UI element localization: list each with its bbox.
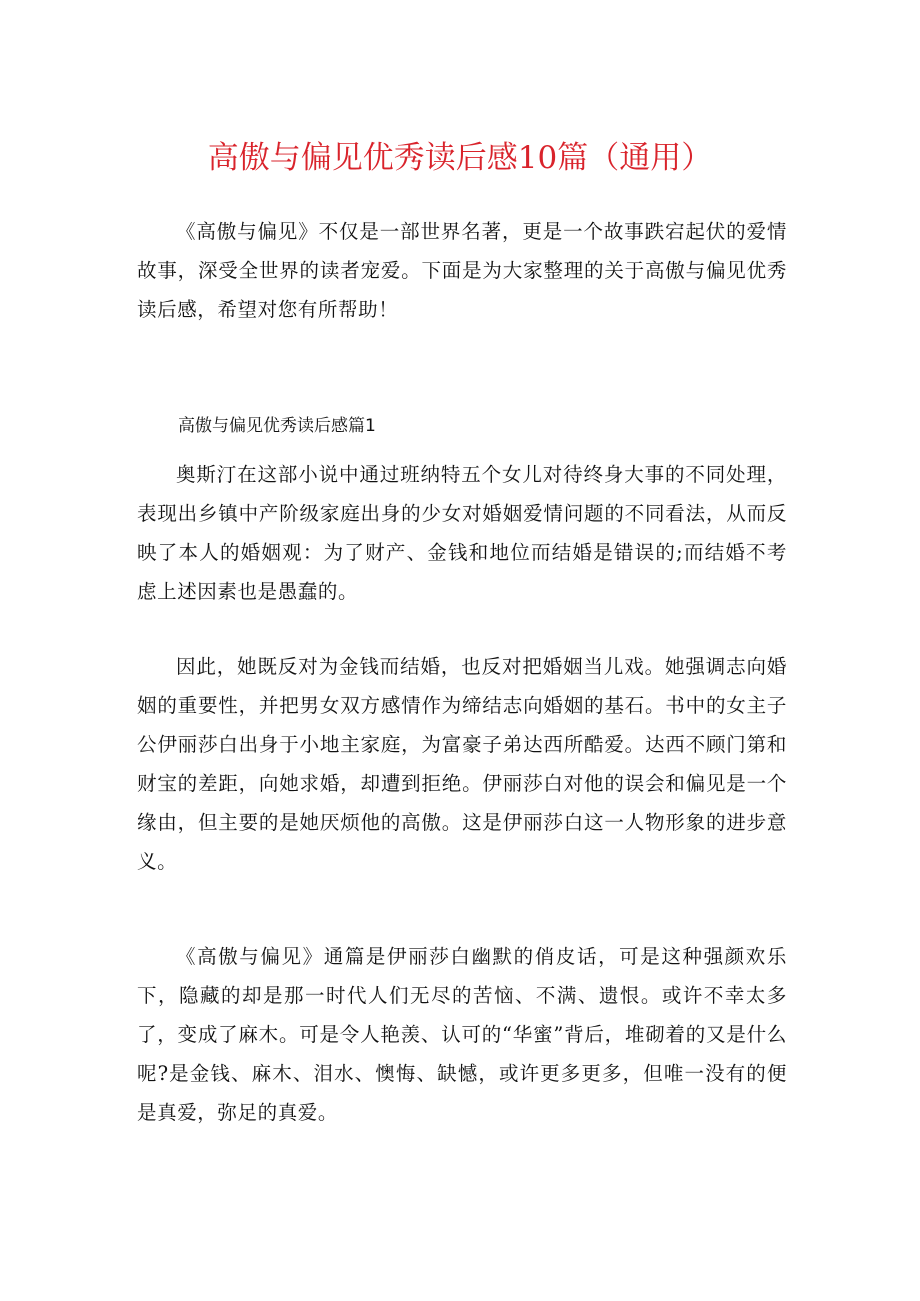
body-paragraph-3: 《高傲与偏见》通篇是伊丽莎白幽默的俏皮话，可是这种强颜欢乐下，隐藏的却是那一时代人们无尽的苦恼、不满、遗恨。或许不幸太多了，变成了麻木。可是令人艳羡、认可的“华蜜”背后，堆砌着的又是什么呢?是金钱、麻木、泪水、懊悔、缺憾，或许更多更多，但唯一没有的便是真爱，弥足的真爱。 bbox=[137, 945, 787, 1124]
intro-paragraph: 《高傲与偏见》不仅是一部世界名著，更是一个故事跌宕起伏的爱情故事，深受全世界的读者宠爱。下面是为大家整理的关于高傲与偏见优秀读后感，希望对您有所帮助！ bbox=[137, 220, 787, 321]
body-paragraph-2: 因此，她既反对为金钱而结婚，也反对把婚姻当儿戏。她强调志向婚姻的重要性，并把男女双方感情作为缔结志向婚姻的基石。书中的女主子公伊丽莎白出身于小地主家庭，为富豪子弟达西所酷爱。达西不顾门第和财宝的差距，向她求婚，却遭到拒绝。伊丽莎白对他的误会和偏见是一个缘由，但主要的是她厌烦他的高傲。这是伊丽莎白这一人物形象的进步意义。 bbox=[137, 655, 787, 873]
body-paragraph-1: 奥斯汀在这部小说中通过班纳特五个女儿对待终身大事的不同处理，表现出乡镇中产阶级家庭出身的少女对婚姻爱情问题的不同看法，从而反映了本人的婚姻观：为了财产、金钱和地位而结婚是错误的;而结婚不考虑上述因素也是愚蠢的。 bbox=[137, 463, 787, 603]
page-title: 高傲与偏见优秀读后感10篇（通用） bbox=[207, 140, 713, 176]
section-heading: 高傲与偏见优秀读后感篇1 bbox=[178, 416, 376, 436]
